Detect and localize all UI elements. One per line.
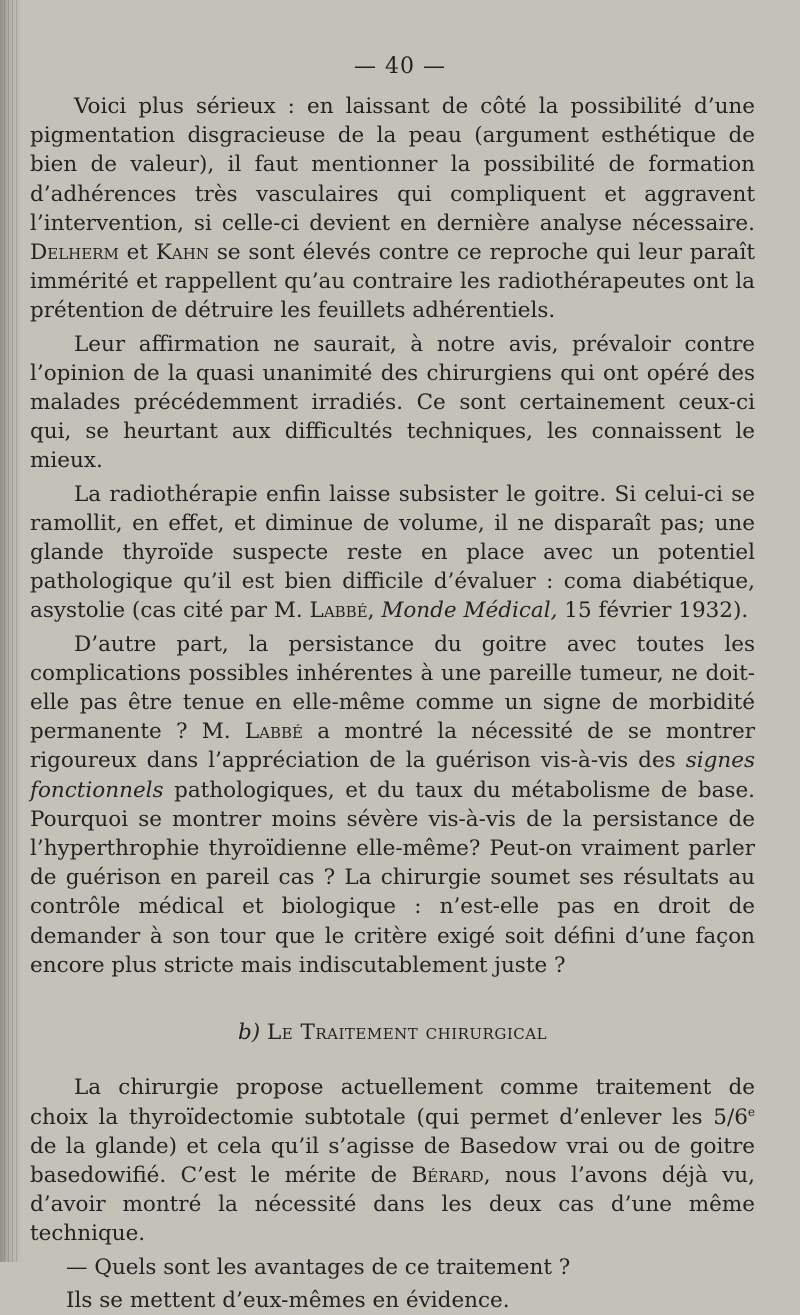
author-name: Labbé	[309, 598, 368, 624]
page-body	[30, 92, 755, 1315]
section-heading	[30, 1018, 755, 1047]
page-number: — 40 —	[354, 54, 446, 79]
emphasis-text: signes fonctionnels	[30, 748, 755, 803]
author-name: Kahn	[155, 240, 209, 266]
paragraph-7: Ils se mettent d’eux-mêmes en évidence.	[66, 1287, 510, 1313]
paragraph-2: Leur affirmation ne saurait, à notre avis, prévaloir contre l’opinion de la quasi unanimité des chirurgiens qui ont opéré des malades précédemment irradiés. Ce sont certainement ceux-ci qui, se heurtant aux difficultés techniques, les connaissent le mieux.	[30, 331, 755, 474]
journal-title: Monde Médical,	[381, 598, 558, 624]
author-name: Labbé	[244, 719, 303, 745]
paragraph-3: La radiothérapie enfin laisse subsister le goitre. Si celui-ci se ramollit, en effet, et diminue de volume, il ne disparaît pas; une glande thyroïde suspecte reste en place avec un potentiel pathologique qu’il est bien difficile d’évaluer : coma diabétique, asystolie (cas cité par M. Labbé, Monde Médical, 15 février 1932).	[30, 481, 755, 624]
paragraph-5: La chirurgie propose actuellement comme traitement de choix la thyroïdectomie subtotale (qui permet d’enlever les 5/6e de la glande) et cela qu’il s’agisse de Basedow vrai ou de goitre basedowifié. C’est le mérite de Bérard, nous l’avons déjà vu, d’avoir montré la nécessité dans les deux cas d’une même technique.	[30, 1075, 755, 1247]
paragraph-6: — Quels sont les avantages de ce traitement ?	[66, 1254, 571, 1280]
paragraph-1: Voici plus sérieux : en laissant de côté la possibilité d’une pigmentation disgracieuse de la peau (argument esthétique de bien de valeur), il faut mentionner la possibilité de formation d’adhérences très vasculaires qui compliquent et aggravent l’intervention, si celle-ci devient en dernière analyse nécessaire. Delherm et Kahn se sont élevés contre ce reproche qui leur paraît immérité et rappellent qu’au contraire les radiothérapeutes ont la prétention de détruire les feuillets adhérentiels.	[30, 94, 756, 324]
section-title: Le Traitement chirurgical	[266, 1020, 548, 1046]
paragraph-4: D’autre part, la persistance du goitre avec toutes les complications possibles inhérentes à une pareille tumeur, ne doit-elle pas être tenue en elle-même comme un signe de morbidité permanente ? M. Labbé a montré la nécessité de se montrer rigoureux dans l’appréciation de la guérison vis-à-vis des signes fonctionnels pathologiques, et du taux du métabolisme de base. Pourquoi se montrer moins sévère vis-à-vis de la persistance de l’hyperthrophie thyroïdienne elle-même? Peut-on vraiment parler de guérison en pareil cas ? La chirurgie soumet ses résultats au contrôle médical et biologique : n’est-elle pas en droit de demander à son tour que le critère exigé soit défini d’une façon encore plus stricte mais indiscutablement juste ?	[30, 631, 756, 978]
section-letter: b)	[237, 1020, 261, 1046]
author-name: Delherm	[30, 240, 119, 266]
page-edge-lines	[4, 0, 18, 1262]
author-name: Bérard	[411, 1162, 484, 1188]
